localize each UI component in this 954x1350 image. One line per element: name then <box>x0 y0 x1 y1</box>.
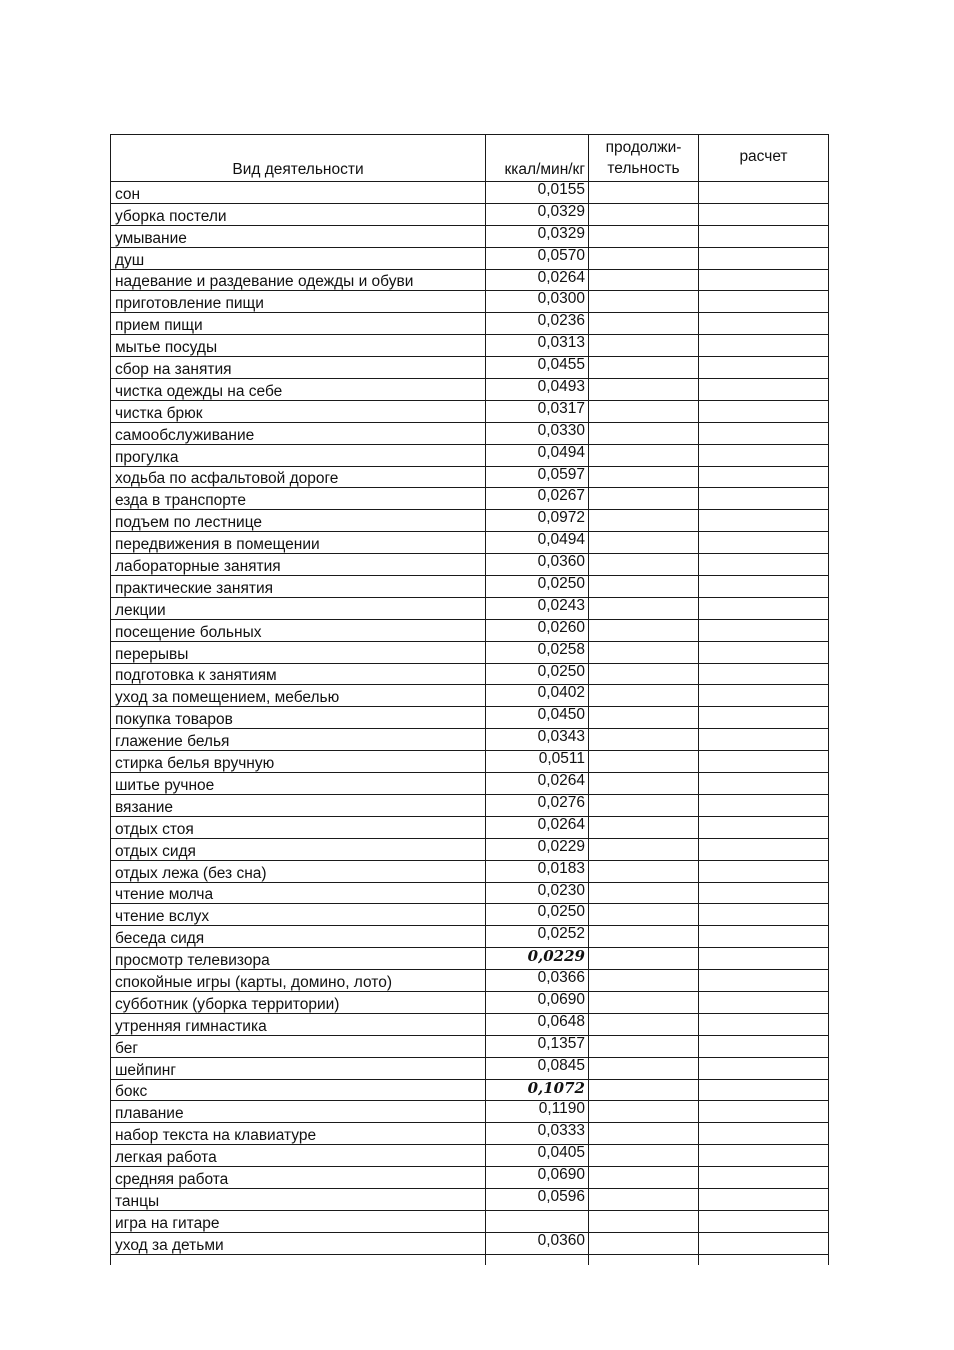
kcal-cell: 0,0333 <box>486 1123 589 1145</box>
header-duration <box>589 135 699 182</box>
kcal-cell: 0,0570 <box>486 247 589 269</box>
activity-cell: набор текста на клавиатуре <box>111 1123 486 1145</box>
kcal-cell: 0,0597 <box>486 466 589 488</box>
duration-cell[interactable] <box>589 1188 699 1210</box>
calc-cell[interactable] <box>699 357 829 379</box>
activity-energy-table-sheet <box>110 134 828 1265</box>
duration-cell[interactable] <box>589 926 699 948</box>
kcal-cell: 0,0264 <box>486 816 589 838</box>
kcal-cell: 0,0250 <box>486 576 589 598</box>
calc-cell[interactable] <box>699 335 829 357</box>
activity-cell: вязание <box>111 794 486 816</box>
calc-cell[interactable] <box>699 619 829 641</box>
kcal-cell: 0,0329 <box>486 203 589 225</box>
table-row <box>111 488 829 510</box>
activity-cell: утренняя гимнастика <box>111 1013 486 1035</box>
activity-energy-table <box>110 134 829 1265</box>
duration-cell[interactable] <box>589 751 699 773</box>
duration-cell[interactable] <box>589 225 699 247</box>
kcal-cell: 0,0155 <box>486 182 589 204</box>
duration-cell[interactable] <box>589 554 699 576</box>
activity-cell: шейпинг <box>111 1057 486 1079</box>
table-row <box>111 794 829 816</box>
kcal-cell: 0,1072 <box>486 1079 589 1101</box>
header-calc: расчет <box>699 135 829 182</box>
table-row-cut <box>111 1254 829 1265</box>
duration-cell[interactable] <box>589 1013 699 1035</box>
activity-cell: приготовление пищи <box>111 291 486 313</box>
table-row <box>111 1145 829 1167</box>
calc-cell[interactable] <box>699 1035 829 1057</box>
activity-cell: езда в транспорте <box>111 488 486 510</box>
activity-cell: чистка брюк <box>111 400 486 422</box>
kcal-cell: 0,0236 <box>486 313 589 335</box>
calc-cell[interactable] <box>699 1079 829 1101</box>
calc-cell[interactable] <box>699 729 829 751</box>
kcal-cell: 0,0330 <box>486 422 589 444</box>
calc-cell[interactable] <box>699 970 829 992</box>
table-row <box>111 466 829 488</box>
duration-cell[interactable] <box>589 203 699 225</box>
duration-cell[interactable] <box>589 444 699 466</box>
kcal-cell: 0,0229 <box>486 838 589 860</box>
activity-cell: практические занятия <box>111 576 486 598</box>
activity-cell: стирка белья вручную <box>111 751 486 773</box>
duration-cell[interactable] <box>589 466 699 488</box>
activity-cell: средняя работа <box>111 1167 486 1189</box>
activity-cell: уход за детьми <box>111 1232 486 1254</box>
kcal-cell: 0,1357 <box>486 1035 589 1057</box>
calc-cell[interactable] <box>699 860 829 882</box>
table-header-row <box>111 135 829 182</box>
duration-cell[interactable] <box>589 313 699 335</box>
table-row <box>111 203 829 225</box>
kcal-cell: 0,0690 <box>486 991 589 1013</box>
kcal-cell: 0,0511 <box>486 751 589 773</box>
kcal-cell <box>486 1210 589 1232</box>
calc-cell[interactable] <box>699 1101 829 1123</box>
duration-cell[interactable] <box>589 663 699 685</box>
table-row <box>111 729 829 751</box>
kcal-cell: 0,0260 <box>486 619 589 641</box>
duration-cell[interactable] <box>589 291 699 313</box>
duration-cell[interactable] <box>589 1057 699 1079</box>
table-row <box>111 291 829 313</box>
duration-cell[interactable] <box>589 685 699 707</box>
table-row <box>111 860 829 882</box>
calc-cell[interactable] <box>699 444 829 466</box>
table-row <box>111 641 829 663</box>
table-body <box>111 182 829 1265</box>
table-row <box>111 1101 829 1123</box>
empty-cell <box>699 1254 829 1265</box>
calc-cell[interactable] <box>699 707 829 729</box>
table-row <box>111 269 829 291</box>
duration-cell[interactable] <box>589 1035 699 1057</box>
header-activity: Вид деятельности <box>111 135 486 182</box>
calc-cell[interactable] <box>699 773 829 795</box>
duration-cell[interactable] <box>589 1145 699 1167</box>
table-row <box>111 816 829 838</box>
kcal-cell: 0,0313 <box>486 335 589 357</box>
kcal-cell: 0,0972 <box>486 510 589 532</box>
calc-cell[interactable] <box>699 576 829 598</box>
activity-cell: отдых сидя <box>111 838 486 860</box>
calc-cell[interactable] <box>699 597 829 619</box>
activity-cell: уборка постели <box>111 203 486 225</box>
kcal-cell: 0,0845 <box>486 1057 589 1079</box>
table-row <box>111 882 829 904</box>
calc-cell[interactable] <box>699 1013 829 1035</box>
activity-cell: бег <box>111 1035 486 1057</box>
duration-cell[interactable] <box>589 773 699 795</box>
duration-cell[interactable] <box>589 379 699 401</box>
duration-cell[interactable] <box>589 1210 699 1232</box>
activity-cell: покупка товаров <box>111 707 486 729</box>
table-row <box>111 991 829 1013</box>
kcal-cell: 0,0317 <box>486 400 589 422</box>
calc-cell[interactable] <box>699 510 829 532</box>
header-kcal: ккал/мин/кг <box>486 135 589 182</box>
duration-cell[interactable] <box>589 794 699 816</box>
duration-cell[interactable] <box>589 904 699 926</box>
duration-cell[interactable] <box>589 335 699 357</box>
kcal-cell: 0,0360 <box>486 554 589 576</box>
activity-cell: танцы <box>111 1188 486 1210</box>
duration-cell[interactable] <box>589 357 699 379</box>
table-row <box>111 225 829 247</box>
activity-cell: отдых лежа (без сна) <box>111 860 486 882</box>
duration-cell[interactable] <box>589 948 699 970</box>
calc-cell[interactable] <box>699 225 829 247</box>
calc-cell[interactable] <box>699 422 829 444</box>
table-row <box>111 444 829 466</box>
kcal-cell: 0,0494 <box>486 444 589 466</box>
activity-cell: беседа сидя <box>111 926 486 948</box>
activity-cell: глажение белья <box>111 729 486 751</box>
table-row <box>111 247 829 269</box>
table-row <box>111 619 829 641</box>
table-row <box>111 1210 829 1232</box>
kcal-cell: 0,0258 <box>486 641 589 663</box>
table-row <box>111 576 829 598</box>
duration-cell[interactable] <box>589 860 699 882</box>
kcal-cell: 0,0366 <box>486 970 589 992</box>
activity-cell: лекции <box>111 597 486 619</box>
empty-cell <box>111 1254 486 1265</box>
empty-cell <box>486 1254 589 1265</box>
kcal-cell: 0,0450 <box>486 707 589 729</box>
activity-cell: плавание <box>111 1101 486 1123</box>
kcal-cell: 0,0183 <box>486 860 589 882</box>
table-row <box>111 707 829 729</box>
calc-cell[interactable] <box>699 182 829 204</box>
kcal-cell: 0,0264 <box>486 269 589 291</box>
kcal-cell: 0,0250 <box>486 663 589 685</box>
kcal-cell: 0,0455 <box>486 357 589 379</box>
kcal-cell: 0,0267 <box>486 488 589 510</box>
calc-cell[interactable] <box>699 904 829 926</box>
activity-cell: лабораторные занятия <box>111 554 486 576</box>
calc-cell[interactable] <box>699 1210 829 1232</box>
table-row <box>111 1188 829 1210</box>
calc-cell[interactable] <box>699 685 829 707</box>
calc-cell[interactable] <box>699 532 829 554</box>
calc-cell[interactable] <box>699 882 829 904</box>
kcal-cell: 0,0343 <box>486 729 589 751</box>
kcal-cell: 0,0648 <box>486 1013 589 1035</box>
table-row <box>111 948 829 970</box>
activity-cell: сбор на занятия <box>111 357 486 379</box>
activity-cell: просмотр телевизора <box>111 948 486 970</box>
duration-cell[interactable] <box>589 488 699 510</box>
kcal-cell: 0,0329 <box>486 225 589 247</box>
activity-cell: прогулка <box>111 444 486 466</box>
activity-cell: легкая работа <box>111 1145 486 1167</box>
calc-cell[interactable] <box>699 948 829 970</box>
table-row <box>111 1057 829 1079</box>
activity-cell: надевание и раздевание одежды и обуви <box>111 269 486 291</box>
table-row <box>111 663 829 685</box>
calc-cell[interactable] <box>699 641 829 663</box>
duration-cell[interactable] <box>589 641 699 663</box>
kcal-cell: 0,0264 <box>486 773 589 795</box>
activity-cell: чтение молча <box>111 882 486 904</box>
header-duration-line1: продолжи- <box>605 139 682 156</box>
kcal-cell: 0,1190 <box>486 1101 589 1123</box>
calc-cell[interactable] <box>699 466 829 488</box>
table-row <box>111 357 829 379</box>
duration-cell[interactable] <box>589 991 699 1013</box>
kcal-cell: 0,0300 <box>486 291 589 313</box>
calc-cell[interactable] <box>699 838 829 860</box>
activity-cell: подготовка к занятиям <box>111 663 486 685</box>
kcal-cell: 0,0360 <box>486 1232 589 1254</box>
activity-cell: мытье посуды <box>111 335 486 357</box>
activity-cell: душ <box>111 247 486 269</box>
activity-cell: передвижения в помещении <box>111 532 486 554</box>
calc-cell[interactable] <box>699 751 829 773</box>
table-row <box>111 510 829 532</box>
kcal-cell: 0,0276 <box>486 794 589 816</box>
calc-cell[interactable] <box>699 291 829 313</box>
table-row <box>111 1167 829 1189</box>
table-row <box>111 597 829 619</box>
activity-cell: субботник (уборка территории) <box>111 991 486 1013</box>
duration-cell[interactable] <box>589 707 699 729</box>
activity-cell: подъем по лестнице <box>111 510 486 532</box>
kcal-cell: 0,0252 <box>486 926 589 948</box>
duration-cell[interactable] <box>589 1101 699 1123</box>
table-row <box>111 379 829 401</box>
kcal-cell: 0,0250 <box>486 904 589 926</box>
duration-cell[interactable] <box>589 838 699 860</box>
table-row <box>111 313 829 335</box>
table-row <box>111 182 829 204</box>
duration-cell[interactable] <box>589 532 699 554</box>
table-row <box>111 422 829 444</box>
activity-cell: прием пищи <box>111 313 486 335</box>
activity-cell: самообслуживание <box>111 422 486 444</box>
duration-cell[interactable] <box>589 729 699 751</box>
calc-cell[interactable] <box>699 663 829 685</box>
duration-cell[interactable] <box>589 619 699 641</box>
calc-cell[interactable] <box>699 1057 829 1079</box>
duration-cell[interactable] <box>589 1232 699 1254</box>
activity-cell: игра на гитаре <box>111 1210 486 1232</box>
empty-cell <box>589 1254 699 1265</box>
duration-cell[interactable] <box>589 182 699 204</box>
table-row <box>111 400 829 422</box>
calc-cell[interactable] <box>699 400 829 422</box>
activity-cell: отдых стоя <box>111 816 486 838</box>
kcal-cell: 0,0596 <box>486 1188 589 1210</box>
table-row <box>111 1123 829 1145</box>
kcal-cell: 0,0494 <box>486 532 589 554</box>
kcal-cell: 0,0405 <box>486 1145 589 1167</box>
table-row <box>111 838 829 860</box>
duration-cell[interactable] <box>589 882 699 904</box>
activity-cell: ходьба по асфальтовой дороге <box>111 466 486 488</box>
table-row <box>111 554 829 576</box>
table-row <box>111 532 829 554</box>
calc-cell[interactable] <box>699 991 829 1013</box>
activity-cell: чистка одежды на себе <box>111 379 486 401</box>
kcal-cell: 0,0402 <box>486 685 589 707</box>
kcal-cell: 0,0230 <box>486 882 589 904</box>
table-row <box>111 1013 829 1035</box>
duration-cell[interactable] <box>589 269 699 291</box>
duration-cell[interactable] <box>589 576 699 598</box>
activity-cell: уход за помещением, мебелью <box>111 685 486 707</box>
calc-cell[interactable] <box>699 488 829 510</box>
duration-cell[interactable] <box>589 247 699 269</box>
duration-cell[interactable] <box>589 970 699 992</box>
calc-cell[interactable] <box>699 269 829 291</box>
calc-cell[interactable] <box>699 379 829 401</box>
table-row <box>111 1035 829 1057</box>
activity-cell: чтение вслух <box>111 904 486 926</box>
duration-cell[interactable] <box>589 510 699 532</box>
duration-cell[interactable] <box>589 597 699 619</box>
kcal-cell: 0,0690 <box>486 1167 589 1189</box>
calc-cell[interactable] <box>699 794 829 816</box>
duration-cell[interactable] <box>589 1079 699 1101</box>
duration-cell[interactable] <box>589 422 699 444</box>
table-row <box>111 335 829 357</box>
duration-cell[interactable] <box>589 1167 699 1189</box>
table-row <box>111 926 829 948</box>
duration-cell[interactable] <box>589 816 699 838</box>
calc-cell[interactable] <box>699 1145 829 1167</box>
calc-cell[interactable] <box>699 816 829 838</box>
table-row <box>111 1079 829 1101</box>
kcal-cell: 0,0243 <box>486 597 589 619</box>
table-row <box>111 773 829 795</box>
duration-cell[interactable] <box>589 400 699 422</box>
activity-cell: сон <box>111 182 486 204</box>
kcal-cell: 0,0229 <box>486 948 589 970</box>
calc-cell[interactable] <box>699 926 829 948</box>
table-row <box>111 970 829 992</box>
calc-cell[interactable] <box>699 554 829 576</box>
table-row <box>111 751 829 773</box>
activity-cell: шитье ручное <box>111 773 486 795</box>
calc-cell[interactable] <box>699 313 829 335</box>
calc-cell[interactable] <box>699 1188 829 1210</box>
calc-cell[interactable] <box>699 247 829 269</box>
activity-cell: спокойные игры (карты, домино, лото) <box>111 970 486 992</box>
calc-cell[interactable] <box>699 1167 829 1189</box>
duration-cell[interactable] <box>589 1123 699 1145</box>
activity-cell: перерывы <box>111 641 486 663</box>
table-row <box>111 1232 829 1254</box>
table-row <box>111 685 829 707</box>
table-row <box>111 904 829 926</box>
activity-cell: умывание <box>111 225 486 247</box>
calc-cell[interactable] <box>699 1123 829 1145</box>
calc-cell[interactable] <box>699 1232 829 1254</box>
kcal-cell: 0,0493 <box>486 379 589 401</box>
header-duration-line2: тельность <box>607 160 680 177</box>
calc-cell[interactable] <box>699 203 829 225</box>
activity-cell: посещение больных <box>111 619 486 641</box>
activity-cell: бокс <box>111 1079 486 1101</box>
